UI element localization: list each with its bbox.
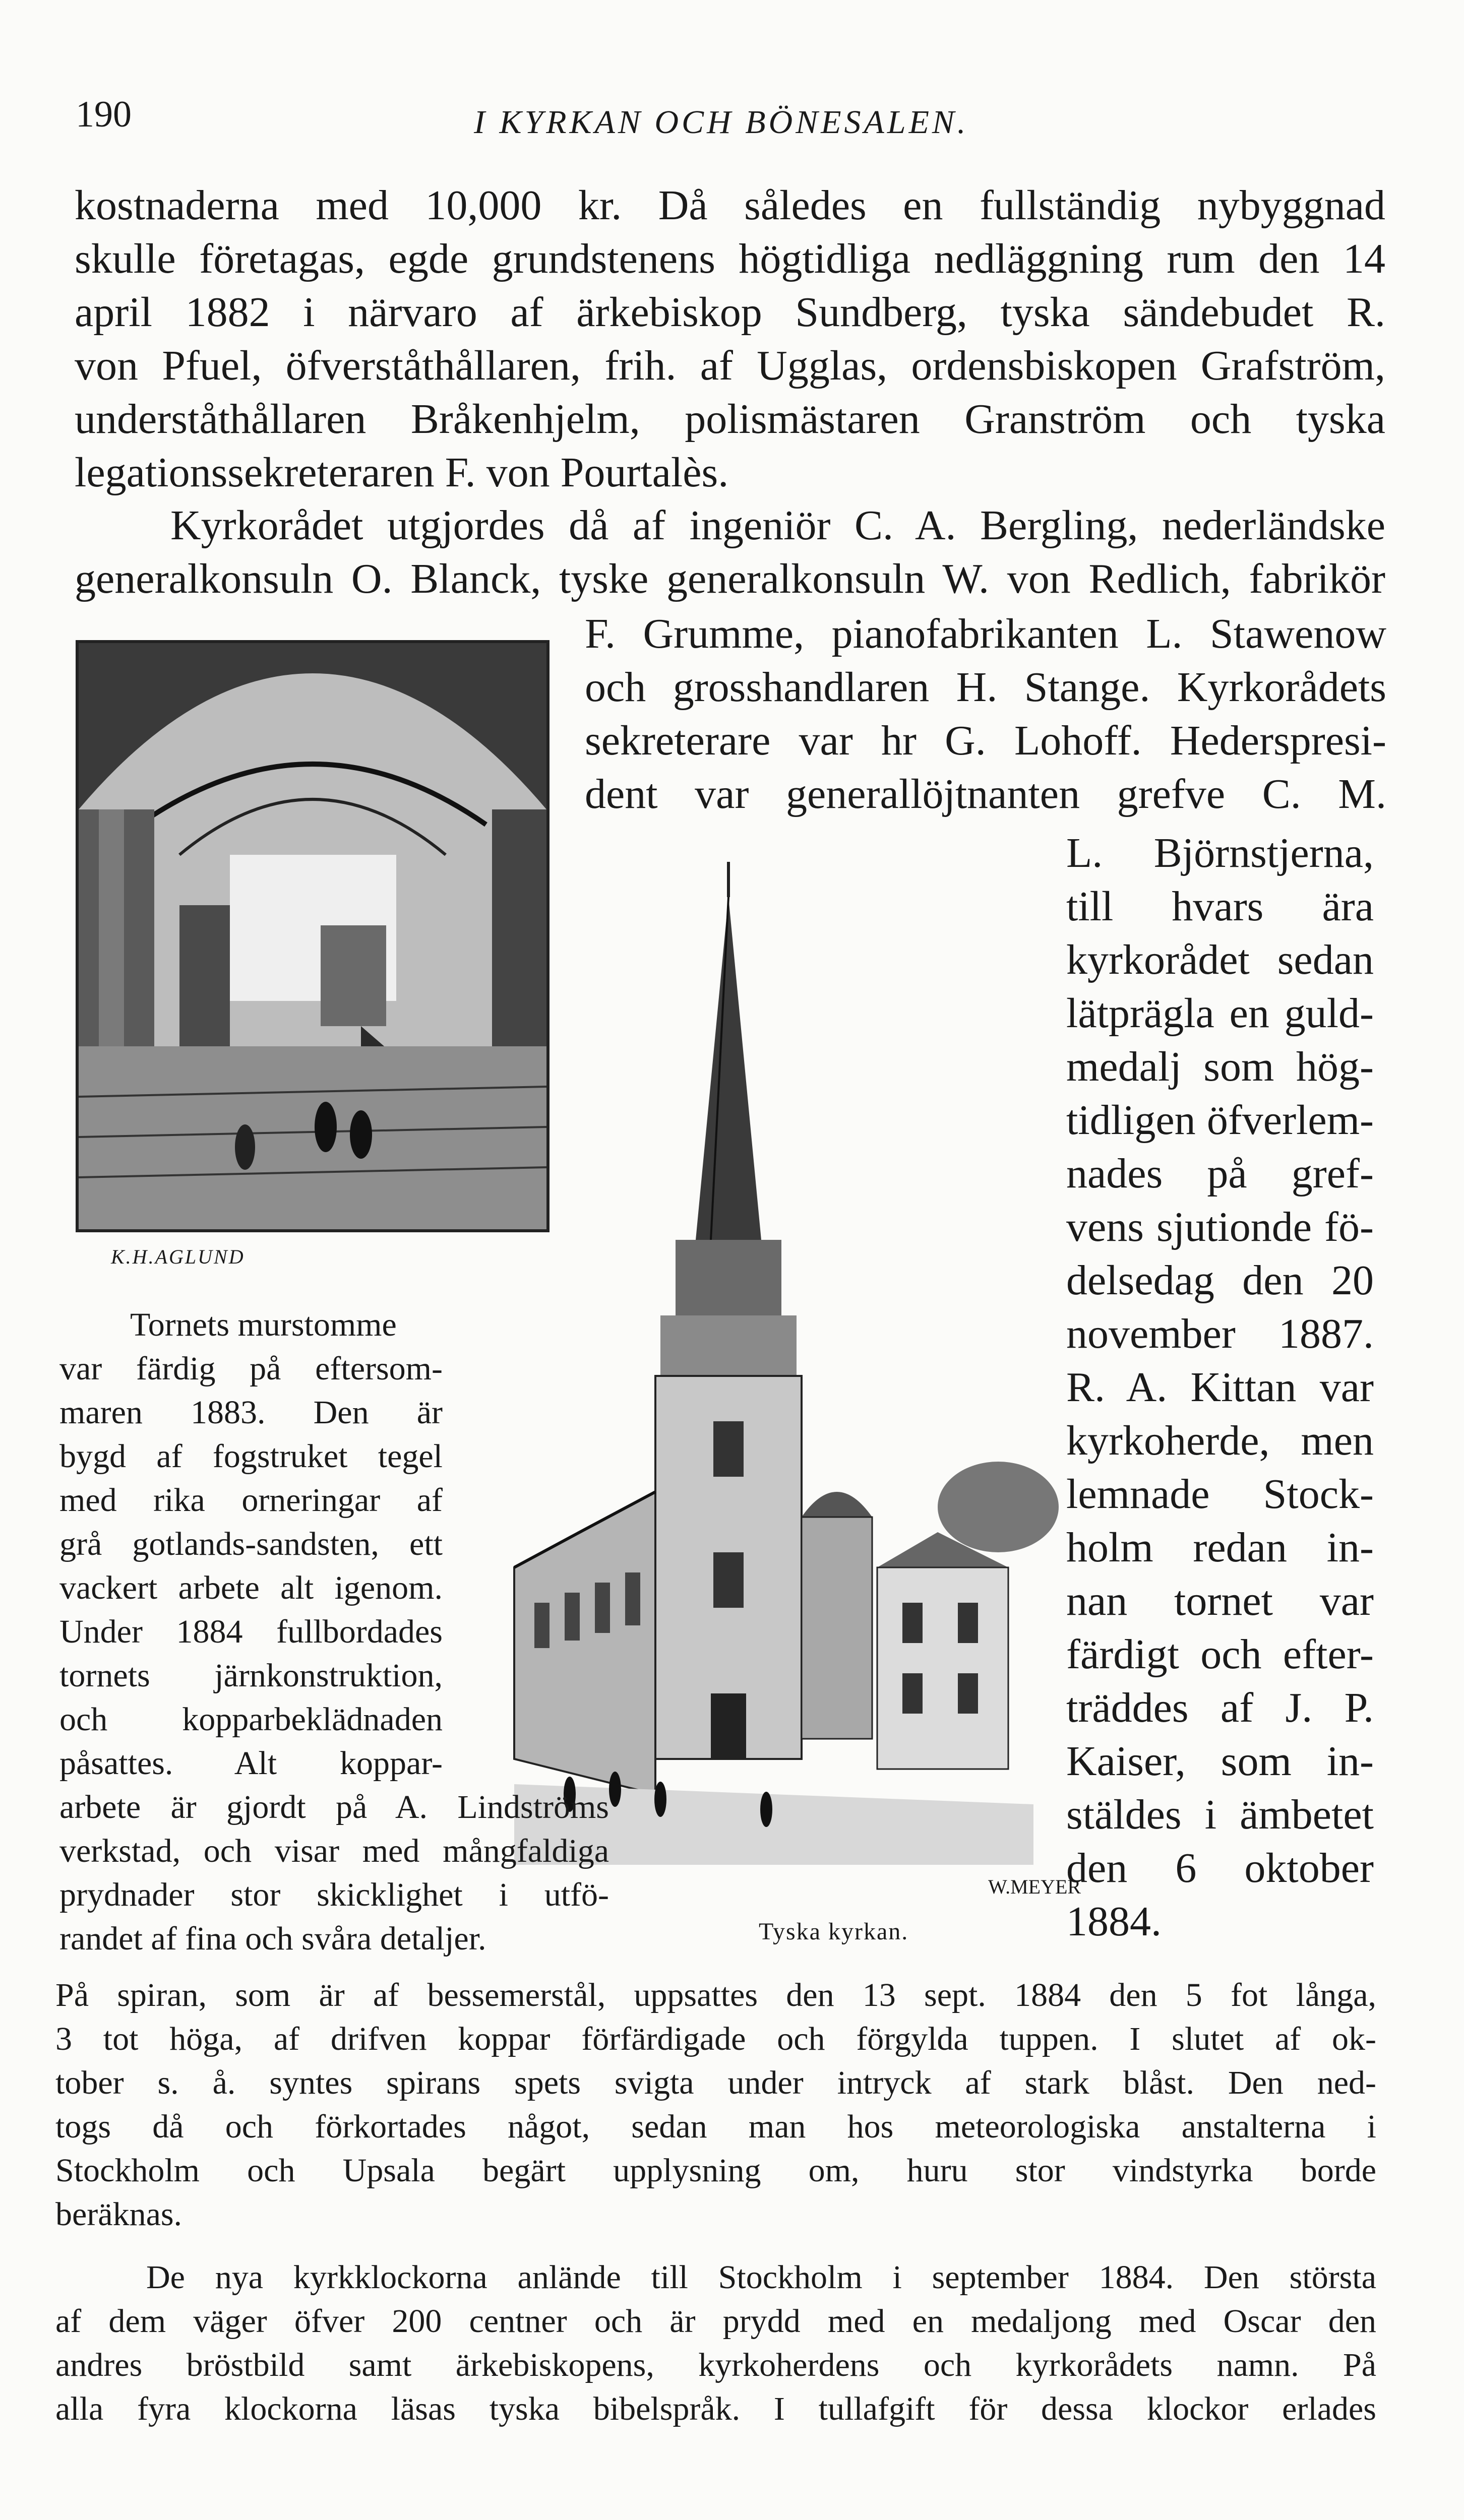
text-line: randet af fina och svåra detaljer. [59, 1920, 486, 1957]
text-line: legationssekreteraren F. von Pourtalès. [75, 449, 729, 496]
text-line: april 1882 i närvaro af ärkebiskop Sundberg, tyska sändebudet R. [75, 289, 1385, 336]
text-line: togs då och förkortades något, sedan man hos meteorologiska anstalterna i [55, 2108, 1376, 2145]
text-line: R. A. Kittan var [1066, 1364, 1374, 1411]
text-line: bygd af fogstruket tegel [59, 1438, 443, 1475]
text-line: af dem väger öfver 200 centner och är prydd med en medaljong med Oscar den [55, 2303, 1376, 2340]
text-line: till hvars ära [1066, 883, 1374, 930]
text-line: dent var generallöjtnanten grefve C. M. [585, 771, 1386, 817]
text-line: prydnader stor skicklighet i utfö- [59, 1876, 609, 1913]
text-line: holm redan in- [1066, 1524, 1374, 1571]
text-line: 3 tot höga, af drifven koppar förfärdigade och förgylda tuppen. I slutet af ok- [55, 2021, 1376, 2057]
text-line: Under 1884 fullbordades [59, 1613, 443, 1650]
text-line: grå gotlands-sandsten, ett [59, 1526, 443, 1562]
illustration-caption: Tyska kyrkan. [759, 1918, 909, 1945]
text-line: andres bröstbild samt ärkebiskopens, kyrkoherdens och kyrkorådets namn. På [55, 2347, 1376, 2383]
text-line: och kopparbeklädnaden [59, 1701, 443, 1738]
text-line: och grosshandlaren H. Stange. Kyrkorådets [585, 664, 1386, 711]
page-number: 190 [76, 94, 132, 135]
text-line: beräknas. [55, 2196, 182, 2233]
text-line: 1884. [1066, 1898, 1162, 1945]
text-line: träddes af J. P. [1066, 1684, 1374, 1731]
text-line: lätprägla en guld- [1066, 990, 1374, 1037]
paragraph-4 [55, 2255, 1376, 2431]
paragraph-1 [75, 179, 1385, 499]
paragraph-3 [55, 1973, 1376, 2236]
text-line: De nya kyrkklockorna anlände till Stockholm i september 1884. Den största [146, 2259, 1376, 2296]
text-line: Stockholm och Upsala begärt upplysning om, huru stor vindstyrka borde [55, 2152, 1376, 2189]
text-line: L. Björnstjerna, [1066, 830, 1374, 876]
text-line: vens sjutionde fö- [1066, 1204, 1374, 1250]
side-caption [59, 1303, 649, 1961]
text-line: påsattes. Alt koppar- [59, 1745, 443, 1782]
text-line: kyrkorådet sedan [1066, 936, 1374, 983]
text-line: vackert arbete alt igenom. [59, 1569, 443, 1606]
text-line: kostnaderna med 10,000 kr. Då således en fullständig nybyggnad [75, 182, 1385, 229]
text-line: På spiran, som är af bessemerstål, uppsattes den 13 sept. 1884 den 5 fot långa, [55, 1977, 1376, 2013]
text-line: tidligen öfverlem- [1066, 1097, 1374, 1144]
text-line: nades på gref- [1066, 1150, 1374, 1197]
paragraph-2 [75, 499, 1385, 606]
church-interior-illustration [76, 640, 550, 1232]
running-title: I KYRKAN OCH BÖNESALEN. [474, 104, 969, 141]
text-line: underståthållaren Bråkenhjelm, polismästaren Granström och tyska [75, 396, 1385, 443]
text-line: lemnade Stock- [1066, 1471, 1374, 1518]
illustrator-signature: K.H.AGLUND [111, 1245, 245, 1268]
paragraph-2-right-column [585, 607, 1386, 821]
text-line: kyrkoherde, men [1066, 1417, 1374, 1464]
text-line: färdigt och efter- [1066, 1631, 1374, 1678]
text-line: generalkonsuln O. Blanck, tyske generalkonsuln W. von Redlich, fabrikör [75, 555, 1385, 602]
text-line: Kaiser, som in- [1066, 1738, 1374, 1785]
text-line: delsedag den 20 [1066, 1257, 1374, 1304]
text-line: skulle företagas, egde grundstenens högtidliga nedläggning rum den 14 [75, 235, 1385, 282]
text-line: arbete är gjordt på A. Lindströms [59, 1789, 609, 1825]
text-line: tornets järnkonstruktion, [59, 1657, 443, 1694]
text-line: tober s. å. syntes spirans spets svigta under intryck af stark blåst. Den ned- [55, 2064, 1376, 2101]
text-line: nan tornet var [1066, 1578, 1374, 1624]
text-line: Kyrkorådet utgjordes då af ingeniör C. A. Bergling, nederländske [170, 502, 1385, 549]
engraver-mark: W.MEYER [988, 1875, 1081, 1898]
text-line: maren 1883. Den är [59, 1394, 443, 1431]
text-line: den 6 oktober [1066, 1845, 1374, 1892]
text-line: von Pfuel, öfverståthållaren, frih. af Ugglas, ordensbiskopen Grafström, [75, 342, 1385, 389]
text-line: november 1887. [1066, 1310, 1374, 1357]
text-line: stäldes i ämbetet [1066, 1791, 1374, 1838]
text-line: Tornets murstomme [130, 1306, 397, 1343]
text-line: medalj som hög- [1066, 1043, 1374, 1090]
paragraph-2-narrow-column [1066, 827, 1374, 1948]
text-line: var färdig på eftersom- [59, 1350, 443, 1387]
text-line: alla fyra klockorna läsas tyska bibelspråk. I tullafgift för dessa klockor erlades [55, 2390, 1376, 2427]
text-line: med rika orneringar af [59, 1482, 443, 1519]
text-line: verkstad, och visar med mångfaldiga [59, 1833, 609, 1869]
text-line: F. Grumme, pianofabrikanten L. Stawenow [585, 610, 1386, 657]
text-line: sekreterare var hr G. Lohoff. Hederspresi- [585, 717, 1386, 764]
